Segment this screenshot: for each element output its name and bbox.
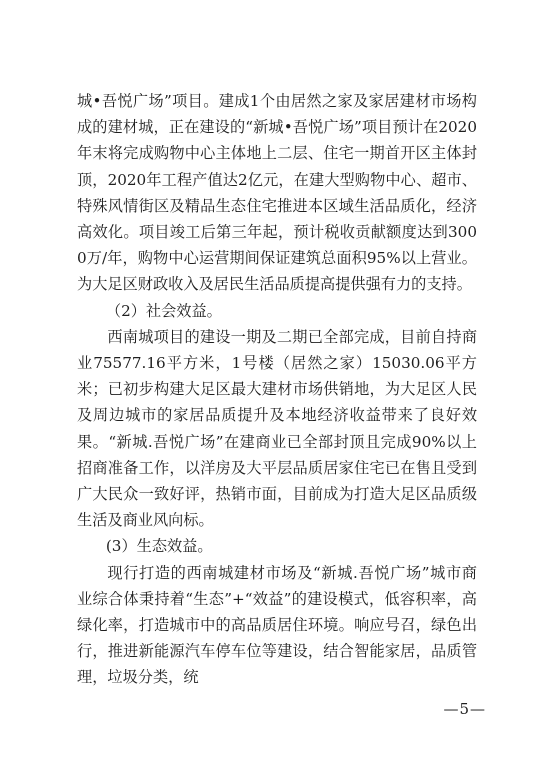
document-body xyxy=(77,88,477,691)
paragraph-social-benefit: 西南城项目的建设一期及二期已全部完成，目前自持商业75577.16平方米，1号楼（居然之家）15030.06平方米；已初步构建大足区最大建材市场供销地，为大足区人民及周边城市的家居品质提升及本地经济收益带来了良好效果。“新城.吾悦广场”在建商业已全部封顶且完成90%以上招商准备工作，以洋房及大平层品质居家住宅已在售且受到广大民众一致好评，热销市面，目前成为打造大足区品质级生活及商业风向标。 xyxy=(77,327,477,530)
heading-social-benefit: （2）社会效益。 xyxy=(105,301,222,320)
paragraph-ecological-benefit: 现行打造的西南城建材市场及“新城.吾悦广场”城市商业综合体秉持着“生态”+“效益”的建设模式，低容积率，高绿化率，打造城市中的高品质居住环境。响应号召，绿色出行，推进新能源汽车停车位等建设，结合智能家居，品质管理，垃圾分类，统 xyxy=(77,563,477,687)
heading-ecological-benefit: (3）生态效益。 xyxy=(105,537,213,556)
paragraph-project-summary: 城•吾悦广场”项目。建成1个由居然之家及家居建材市场构成的建材城，正在建设的“新城•吾悦广场”项目预计在2020年末将完成购物中心主体地上二层、住宅一期首开区主体封顶，2020年工程产值达2亿元，在建大型购物中心、超市、特殊风情街区及精品生态住宅推进本区域生活品质化，经济高效化。项目竣工后第三年起，预计税收贡献额度达到3000万/年，购物中心运营期间保证建筑总面积95%以上营业。为大足区财政收入及居民生活品质提高提供强有力的支持。 xyxy=(77,92,477,294)
page-number: —5— xyxy=(443,700,486,718)
